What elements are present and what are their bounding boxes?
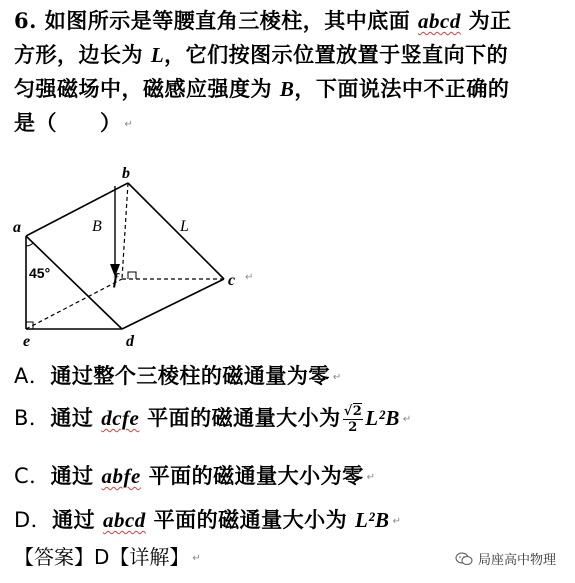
watermark-text: 局座高中物理 — [478, 553, 557, 568]
return-mark-icon: ↵ — [366, 472, 376, 483]
label-field-B: B — [92, 218, 102, 235]
label-side-L: L — [180, 218, 189, 235]
option-a-text: 通过整个三棱柱的磁通量为零 — [50, 363, 330, 388]
return-mark-icon: ↵ — [402, 414, 412, 425]
answer-label: 【答案】 — [14, 545, 94, 569]
right-angle-f — [128, 272, 136, 279]
edge-ad — [26, 236, 122, 329]
var-L: L — [150, 43, 165, 67]
label-f: f — [113, 271, 119, 288]
edge-ef-dashed — [26, 279, 122, 329]
label-e: e — [23, 333, 31, 350]
var-abcd-option: abcd — [102, 508, 146, 532]
var-L2B: L²B — [365, 406, 400, 430]
var-abcd: abcd — [418, 9, 461, 33]
question-line-2: 方形，边长为 L，它们按图示位置放置于竖直向下的 — [14, 42, 509, 67]
angle-arc-a — [26, 243, 33, 246]
question-line-4: 是（ ） ↵ — [14, 110, 134, 135]
label-d: d — [126, 333, 134, 350]
return-mark-icon: ↵ — [392, 516, 402, 527]
detail-label: 【详解】 — [109, 545, 190, 569]
return-mark-icon: ↵ — [124, 119, 134, 130]
edge-bc — [128, 183, 224, 279]
diagram-return-mark-icon: ↵ — [245, 272, 254, 283]
answer-value: D — [94, 545, 110, 569]
question-line-1: 6. 如图所示是等腰直角三棱柱，其中底面 abcd 为正 — [14, 8, 512, 33]
var-B: B — [279, 77, 295, 101]
question-text — [14, 4, 566, 141]
question-line-3: 匀强磁场中，磁感应强度为 B，下面说法中不正确的 — [14, 76, 510, 101]
option-d-letter: D． — [14, 508, 53, 532]
label-b: b — [122, 165, 130, 182]
label-c: c — [228, 272, 236, 289]
label-a: a — [13, 219, 21, 236]
fraction-sqrt2-over-2: $\frac{√2}{2}$ — [343, 404, 363, 435]
option-a-letter: A． — [14, 364, 51, 388]
var-dcfe: dcfe — [101, 406, 140, 430]
option-c-letter: C． — [14, 464, 51, 488]
edge-dc — [122, 279, 224, 329]
watermark — [455, 549, 556, 568]
option-b-letter: B． — [14, 406, 51, 430]
option-c[interactable]: C．通过 abfe 平面的磁通量大小为零 ↵ — [14, 463, 376, 488]
wechat-logo-icon — [455, 552, 473, 566]
label-angle-45: 45° — [29, 265, 51, 281]
option-a[interactable] — [14, 360, 342, 390]
answer-line — [14, 541, 201, 570]
var-L2B-d: L²B — [354, 508, 390, 532]
var-abfe: abfe — [101, 464, 141, 488]
edge-bf-dashed — [122, 183, 128, 279]
option-b[interactable]: B．通过 dcfe 平面的磁通量大小为 $\frac{√2}{2}$ L²B ↵ — [14, 404, 412, 435]
return-mark-icon: ↵ — [192, 553, 201, 564]
edge-ab — [26, 183, 128, 236]
return-mark-icon: ↵ — [332, 372, 342, 383]
prism-diagram — [0, 160, 260, 355]
option-d[interactable]: D．通过 abcd 平面的磁通量大小为 L²B ↵ — [14, 507, 402, 532]
